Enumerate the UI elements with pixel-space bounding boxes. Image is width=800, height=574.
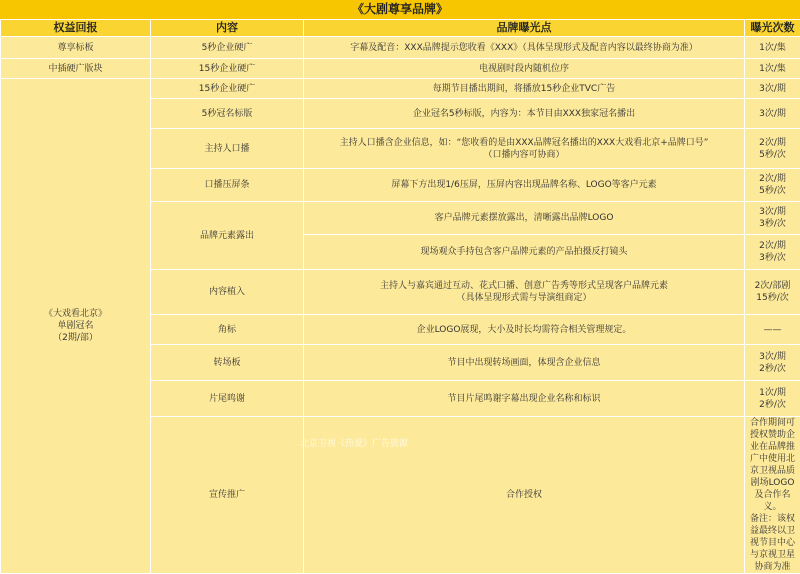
header-exposure: 品牌曝光点 bbox=[304, 20, 745, 37]
exposure-line: （具体呈现形式需与导演组商定） bbox=[308, 292, 740, 304]
times-cell: 3次/期 bbox=[745, 99, 800, 129]
times-line: 3次/期 bbox=[749, 351, 796, 363]
watermark-text: 北京卫视《热爱》广告资源 bbox=[300, 436, 408, 449]
times-line: 2次/期 bbox=[749, 137, 796, 149]
times-line: 15秒/次 bbox=[749, 292, 796, 304]
times-line: 2秒/次 bbox=[749, 363, 796, 375]
benefit-group-line: 《大戏看北京》 bbox=[5, 308, 146, 320]
times-cell bbox=[745, 235, 800, 270]
content-cell: 5秒冠名标版 bbox=[151, 99, 304, 129]
content-cell: 转场板 bbox=[151, 345, 304, 381]
content-cell: 品牌元素露出 bbox=[151, 202, 304, 270]
exposure-line: 主持人口播含企业信息，如：“您收看的是由XXX品牌冠名播出的XXX大戏看北京+品牌口号” bbox=[308, 137, 740, 149]
times-cell bbox=[745, 270, 800, 315]
benefit-group-line: 单剧冠名 bbox=[5, 320, 146, 332]
header-benefit: 权益回报 bbox=[1, 20, 151, 37]
times-cell: 1次/集 bbox=[745, 37, 800, 59]
exposure-line: 合作期间可授权赞助企业在品牌推广中使用北京卫视品质剧场LOGO及合作名义。 bbox=[749, 417, 796, 513]
exposure-cell: 电视剧时段内随机位序 bbox=[304, 59, 745, 79]
table-row bbox=[1, 59, 800, 79]
times-line: 2次/期 bbox=[749, 240, 796, 252]
content-cell: 内容植入 bbox=[151, 270, 304, 315]
exposure-cell bbox=[745, 417, 800, 574]
times-cell bbox=[745, 381, 800, 417]
exposure-cell: 企业冠名5秒标版，内容为：本节目由XXX独家冠名播出 bbox=[304, 99, 745, 129]
table-row bbox=[1, 37, 800, 59]
times-line: 3次/期 bbox=[749, 206, 796, 218]
table-header-row bbox=[1, 20, 800, 37]
content-cell: 15秒企业硬广 bbox=[151, 79, 304, 99]
benefit-group-cell bbox=[1, 79, 151, 574]
exposure-cell: 字幕及配音：XXX品牌提示您收看《XXX》（具体呈现形式及配音内容以最终协商为准） bbox=[304, 37, 745, 59]
times-line: 3秒/次 bbox=[749, 252, 796, 264]
benefit-cell: 尊享标板 bbox=[1, 37, 151, 59]
content-cell: 口播压屏条 bbox=[151, 169, 304, 202]
exposure-cell: 节目片尾鸣谢字幕出现企业名称和标识 bbox=[304, 381, 745, 417]
exposure-cell: 客户品牌元素摆放露出，清晰露出品牌LOGO bbox=[304, 202, 745, 235]
exposure-note: 备注：该权益最终以卫视节目中心与京视卫星协商为准 bbox=[749, 513, 796, 573]
content-cell: 15秒企业硬广 bbox=[151, 59, 304, 79]
exposure-cell: 现场观众手持包含客户品牌元素的产品拍摄反打镜头 bbox=[304, 235, 745, 270]
exposure-cell: 每期节目播出期间，将播放15秒企业TVC广告 bbox=[304, 79, 745, 99]
exposure-cell: 企业LOGO展现，大小及时长均需符合相关管理规定。 bbox=[304, 315, 745, 345]
times-cell: —— bbox=[745, 315, 800, 345]
content-cell: 角标 bbox=[151, 315, 304, 345]
page-title: 《大剧尊享品牌》 bbox=[0, 0, 800, 19]
times-cell: 1次/集 bbox=[745, 59, 800, 79]
exposure-line: 主持人与嘉宾通过互动、花式口播、创意广告秀等形式呈现客户品牌元素 bbox=[308, 280, 740, 292]
times-line: 2次/期 bbox=[749, 173, 796, 185]
exposure-cell bbox=[304, 270, 745, 315]
content-cell: 片尾鸣谢 bbox=[151, 381, 304, 417]
times-line: 5秒/次 bbox=[749, 149, 796, 161]
benefit-cell: 宣传推广 bbox=[151, 417, 304, 574]
exposure-cell: 节目中出现转场画面，体现含企业信息 bbox=[304, 345, 745, 381]
times-line: 3秒/次 bbox=[749, 218, 796, 230]
times-line: 5秒/次 bbox=[749, 185, 796, 197]
header-content: 内容 bbox=[151, 20, 304, 37]
times-cell bbox=[745, 169, 800, 202]
exposure-cell: 屏幕下方出现1/6压屏，压屏内容出现品牌名称、LOGO等客户元素 bbox=[304, 169, 745, 202]
content-cell: 5秒企业硬广 bbox=[151, 37, 304, 59]
times-line: 2次/部剧 bbox=[749, 280, 796, 292]
benefit-group-line: （2期/部） bbox=[5, 332, 146, 344]
times-line: 1次/期 bbox=[749, 387, 796, 399]
times-cell bbox=[745, 345, 800, 381]
times-cell bbox=[745, 129, 800, 169]
rights-table bbox=[0, 19, 800, 574]
times-cell bbox=[745, 202, 800, 235]
exposure-line: （口播内容可协商） bbox=[308, 149, 740, 161]
content-cell: 合作授权 bbox=[304, 417, 745, 574]
benefit-cell: 中插硬广版块 bbox=[1, 59, 151, 79]
table-row bbox=[1, 79, 800, 99]
times-cell: 3次/期 bbox=[745, 79, 800, 99]
content-cell: 主持人口播 bbox=[151, 129, 304, 169]
header-times: 曝光次数 bbox=[745, 20, 800, 37]
times-line: 2秒/次 bbox=[749, 399, 796, 411]
exposure-cell bbox=[304, 129, 745, 169]
